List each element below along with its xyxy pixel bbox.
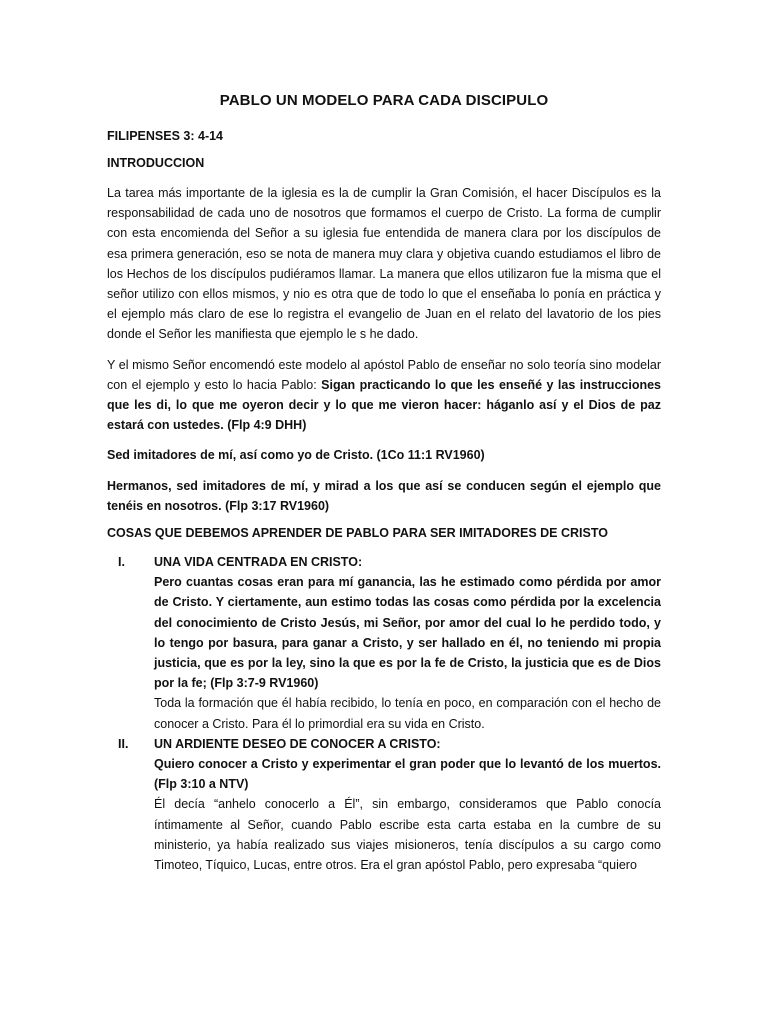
list-item <box>107 734 661 875</box>
list-item-quote: Quiero conocer a Cristo y experimentar el gran poder que lo levantó de los muertos. (Flp 3:10 a NTV) <box>154 757 661 792</box>
list-item-text: Toda la formación que él había recibido, lo tenía en poco, en comparación con el hecho de conocer a Cristo. Para él lo primordial era su vida en Cristo. <box>154 696 661 731</box>
list-item-text: Él decía “anhelo conocerlo a Él”, sin embargo, consideramos que Pablo conocía íntimamente al Señor, cuando Pablo escribe esta carta estaba en la cumbre de su ministerio, ya había realizado sus viajes misioneros, tenía discípulos a su cargo como Timoteo, Tíquico, Lucas, entre otros. Era el gran apóstol Pablo, pero expresaba “quiero <box>154 797 661 873</box>
intro-heading: INTRODUCCION <box>107 156 205 170</box>
quote-flp: Hermanos, sed imitadores de mí, y mirad a los que así se conducen según el ejemplo que tenéis en nosotros. (Flp 3:17 RV1960) <box>107 478 661 513</box>
list-item-heading: UN ARDIENTE DESEO DE CONOCER A CRISTO: <box>154 736 441 751</box>
quote-1co: Sed imitadores de mí, así como yo de Cristo. (1Co 11:1 RV1960) <box>107 448 485 463</box>
list-item-heading: UNA VIDA CENTRADA EN CRISTO: <box>154 555 363 570</box>
list-item <box>107 552 661 734</box>
intro-paragraph: La tarea más importante de la iglesia es la de cumplir la Gran Comisión, el hacer Discípulos es la responsabilidad de cada uno de nosotros que formamos el cuerpo de Cristo. La forma de cumplir con esta encomienda del Señor a su iglesia fue entendida de manera clara por los discípulos de esa primera generación, eso se nota de manera muy clara y objetiva cuando estudiamos el libro de los Hechos de los discípulos pudiéramos llamar. La manera que ellos utilizaron fue la misma que el señor utilizo con ellos mismos, y nio es otra que de todo lo que el enseñaba lo ponía en práctica y el ejemplo más claro de ese lo registra el evangelio de Juan en el relato del lavatorio de los pies donde el Señor les manifiesta que ejemplo le s he dado. <box>107 186 661 342</box>
section-heading: COSAS QUE DEBEMOS APRENDER DE PABLO PARA SER IMITADORES DE CRISTO <box>107 526 608 541</box>
model-paragraph <box>107 355 661 436</box>
model-paragraph-quote: Sigan practicando lo que les enseñé y las instrucciones que les di, lo que me oyeron decir y lo que me vieron hacer: háganlo así y el Dios de paz estará con ustedes. (Flp 4:9 DHH) <box>107 377 661 433</box>
model-paragraph-text: Y el mismo Señor encomendó este modelo al apóstol Pablo de enseñar no solo teoría sino modelar con el ejemplo y esto lo hacia Pablo: <box>107 357 661 392</box>
list-item-body <box>154 552 661 734</box>
list-item-body <box>154 734 661 875</box>
list-item-quote: Pero cuantas cosas eran para mí ganancia, las he estimado como pérdida por amor de Cristo. Y ciertamente, aun estimo todas las cosas como pérdida por la excelencia del conocimiento de Cristo Jesús, mi Señor, por amor del cual lo he perdido todo, y lo tengo por basura, para ganar a Cristo, y ser hallado en él, no teniendo mi propia justicia, que es por la ley, sino la que es por la fe de Cristo, la justicia que es de Dios por la fe; (Flp 3:7-9 RV1960) <box>154 575 661 691</box>
document-title: PABLO UN MODELO PARA CADA DISCIPULO <box>219 92 549 109</box>
scripture-reference: FILIPENSES 3: 4-14 <box>107 129 224 143</box>
lessons-list <box>107 552 661 875</box>
list-numeral: II. <box>118 736 129 751</box>
list-numeral: I. <box>118 555 125 570</box>
